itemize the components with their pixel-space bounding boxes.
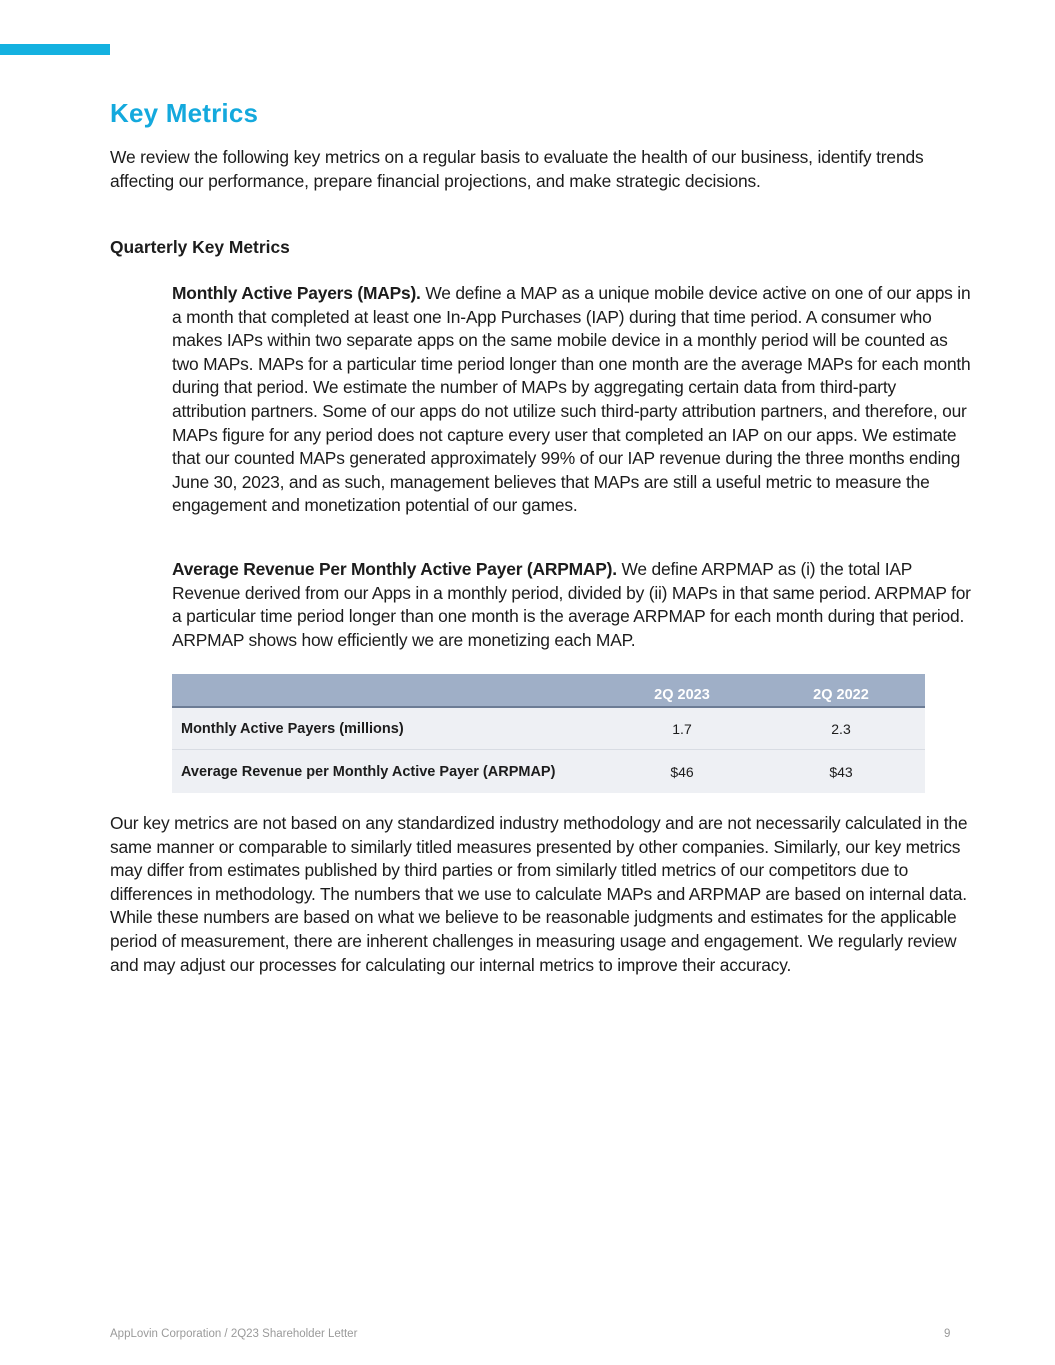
definition-text: We define a MAP as a unique mobile device active on one of our apps in a month that completed at least one In-App Purchases (IAP) during that time period. A consumer who makes IAPs within two separate apps on the same mobile device in a monthly period will be counted as two MAPs. MAPs for a particular time period longer than one month are the average MAPs for each month during that period. We estimate the number of MAPs by aggregating certain data from third-party attribution partners. Some of our apps do not utilize such third-party attribution partners, and therefore, our MAPs figure for any period does not capture every user that completed an IAP on our apps. We estimate that our counted MAPs generated approximately 99% of our IAP revenue during the three months ending June 30, 2023, and as such, management believes that MAPs are still a useful metric to measure the engagement and monetization potential of our games. [172, 283, 971, 516]
section-heading: Quarterly Key Metrics [110, 237, 290, 257]
table-row [172, 707, 925, 750]
closing-paragraph: Our key metrics are not based on any standardized industry methodology and are not necessarily calculated in the same manner or comparable to similarly titled measures presented by other companies. Similarly, our key metrics may differ from estimates published by third parties or from similarly titled metrics of our competitors due to differences in methodology. The numbers that we use to calculate MAPs and ARPMAP are based on internal data. While these numbers are based on what we believe to be reasonable judgments and estimates for the applicable period of measurement, there are inherent challenges in measuring usage and engagement. We regularly review and may adjust our processes for calculating our internal metrics to improve their accuracy. [110, 813, 968, 975]
footer-source: AppLovin Corporation / 2Q23 Shareholder Letter [110, 1328, 358, 1340]
cell-arpmap-2q2023: $46 [607, 750, 757, 794]
definition-term: Monthly Active Payers (MAPs). [172, 283, 421, 303]
page-number: 9 [944, 1328, 951, 1340]
cell-arpmap-2q2022: $43 [757, 750, 925, 794]
definition-term: Average Revenue Per Monthly Active Payer (ARPMAP). [172, 559, 617, 579]
row-label-arpmap: Average Revenue per Monthly Active Payer (ARPMAP) [172, 750, 607, 794]
intro-paragraph: We review the following key metrics on a regular basis to evaluate the health of our business, identify trends affecting our performance, prepare financial projections, and make strategic decisions. [110, 147, 924, 191]
accent-bar [0, 44, 110, 55]
definition-text: We define ARPMAP as (i) the total IAP Revenue derived from our Apps in a monthly period, divided by (ii) MAPs in that same period. ARPMAP for a particular time period longer than one month is the average ARPMAP for each month during that period. ARPMAP shows how efficiently we are monetizing each MAP. [172, 559, 971, 650]
definition-maps [172, 282, 972, 518]
column-header-2q2023: 2Q 2023 [607, 674, 757, 707]
definition-arpmap [172, 558, 972, 652]
table-header-row [172, 674, 925, 707]
column-header-label [172, 674, 607, 707]
cell-maps-2q2022: 2.3 [757, 707, 925, 750]
column-header-2q2022: 2Q 2022 [757, 674, 925, 707]
cell-maps-2q2023: 1.7 [607, 707, 757, 750]
row-label-maps: Monthly Active Payers (millions) [172, 707, 607, 750]
key-metrics-table [172, 674, 925, 793]
table-row [172, 750, 925, 794]
page-title: Key Metrics [110, 98, 259, 128]
